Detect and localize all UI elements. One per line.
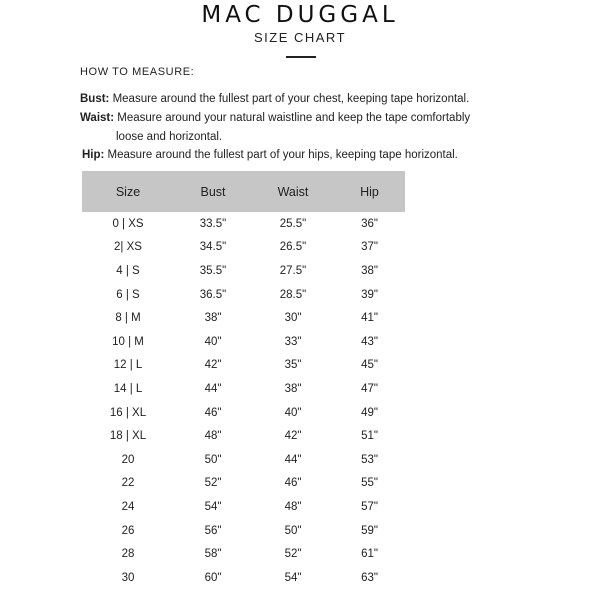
size-cell: 28 <box>121 548 135 561</box>
size-cell: 30 <box>121 571 135 584</box>
bust-cell: 52" <box>204 477 222 490</box>
size-cell: 4 | S <box>116 264 140 277</box>
hip-cell: 49" <box>361 406 378 419</box>
table-row <box>82 542 405 566</box>
waist-cell: 30" <box>284 312 302 325</box>
table-row <box>82 424 405 448</box>
hip-cell: 53" <box>361 453 378 466</box>
size-cell: 14 | L <box>113 382 143 395</box>
waist-cell: 44" <box>284 453 302 466</box>
header-size: Size <box>115 184 141 199</box>
table-row <box>82 283 405 307</box>
size-cell: 20 <box>121 453 135 466</box>
waist-cell: 28.5" <box>279 288 307 301</box>
hip-text: Measure around the fullest part of your hips, keeping tape horizontal. <box>104 149 458 161</box>
waist-cell: 25.5" <box>279 217 307 230</box>
waist-label: Waist: <box>80 112 115 124</box>
waist-cell: 48" <box>284 500 302 513</box>
table-row <box>82 519 405 543</box>
bust-cell: 44" <box>204 382 222 395</box>
table-body <box>82 212 405 590</box>
hip-cell: 55" <box>361 477 378 490</box>
hip-cell: 43" <box>361 335 378 348</box>
bust-cell: 34.5" <box>199 241 227 254</box>
size-cell: 22 <box>121 477 135 490</box>
bust-cell: 60" <box>204 571 222 584</box>
size-cell: 0 | XS <box>112 217 144 230</box>
table-row <box>82 259 405 283</box>
brand-title: MAC DUGGAL <box>201 2 399 28</box>
waist-cell: 54" <box>284 571 302 584</box>
hip-cell: 45" <box>361 359 378 372</box>
size-cell: 2| XS <box>114 241 142 254</box>
size-chart-table <box>82 171 405 590</box>
header-bust: Bust <box>200 184 226 199</box>
hip-cell: 41" <box>361 312 378 325</box>
bust-label: Bust: <box>80 93 110 105</box>
table-row <box>82 236 405 260</box>
hip-cell: 38" <box>361 264 378 277</box>
hip-cell: 51" <box>361 430 378 443</box>
waist-cell: 26.5" <box>279 241 307 254</box>
table-row <box>82 354 405 378</box>
waist-cell: 42" <box>284 430 302 443</box>
table-row <box>82 212 405 236</box>
header-waist: Waist <box>277 184 309 199</box>
table-row <box>82 306 405 330</box>
waist-cell: 27.5" <box>279 264 307 277</box>
waist-cell: 38" <box>284 382 302 395</box>
bust-cell: 38" <box>204 312 222 325</box>
bust-cell: 56" <box>204 524 222 537</box>
bust-cell: 40" <box>204 335 222 348</box>
table-row <box>82 472 405 496</box>
bust-cell: 58" <box>204 548 222 561</box>
bust-cell: 54" <box>204 500 222 513</box>
header-hip: Hip <box>360 184 379 199</box>
hip-cell: 63" <box>361 571 378 584</box>
waist-cell: 35" <box>284 359 302 372</box>
size-cell: 10 | M <box>112 335 144 348</box>
bust-cell: 50" <box>204 453 222 466</box>
bust-cell: 46" <box>204 406 222 419</box>
hip-label: Hip: <box>82 149 105 161</box>
bust-cell: 42" <box>204 359 222 372</box>
waist-text-continued: loose and horizontal. <box>116 131 223 143</box>
bust-instruction <box>80 90 469 109</box>
waist-cell: 33" <box>284 335 302 348</box>
hip-cell: 61" <box>361 548 378 561</box>
size-cell: 8 | M <box>115 312 141 325</box>
bust-text: Measure around the fullest part of your chest, keeping tape horizontal. <box>109 93 470 105</box>
size-cell: 24 <box>121 500 135 513</box>
table-header-row <box>82 171 405 212</box>
table-row <box>82 401 405 425</box>
waist-cell: 46" <box>284 477 302 490</box>
waist-cell: 52" <box>284 548 302 561</box>
waist-cell: 40" <box>284 406 302 419</box>
table-row <box>82 566 405 590</box>
bust-cell: 35.5" <box>199 264 227 277</box>
hip-instruction <box>82 146 458 165</box>
size-cell: 12 | L <box>113 359 143 372</box>
hip-cell: 37" <box>361 241 378 254</box>
size-chart-subtitle: SIZE CHART <box>253 30 347 45</box>
table-row <box>82 448 405 472</box>
bust-cell: 48" <box>204 430 222 443</box>
title-divider <box>286 56 316 58</box>
hip-cell: 57" <box>361 500 378 513</box>
table-row <box>82 330 405 354</box>
size-cell: 26 <box>121 524 135 537</box>
waist-cell: 50" <box>284 524 302 537</box>
hip-cell: 47" <box>361 382 378 395</box>
how-to-measure-heading: HOW TO MEASURE: <box>80 66 195 78</box>
hip-cell: 59" <box>361 524 378 537</box>
size-cell: 6 | S <box>116 288 140 301</box>
table-row <box>82 377 405 401</box>
waist-text: Measure around your natural waistline and keep the tape comfortably <box>114 112 471 124</box>
size-cell: 18 | XL <box>109 430 147 443</box>
bust-cell: 36.5" <box>199 288 227 301</box>
hip-cell: 39" <box>361 288 378 301</box>
table-row <box>82 495 405 519</box>
bust-cell: 33.5" <box>199 217 227 230</box>
size-cell: 16 | XL <box>109 406 147 419</box>
hip-cell: 36" <box>361 217 378 230</box>
waist-instruction <box>80 109 520 147</box>
